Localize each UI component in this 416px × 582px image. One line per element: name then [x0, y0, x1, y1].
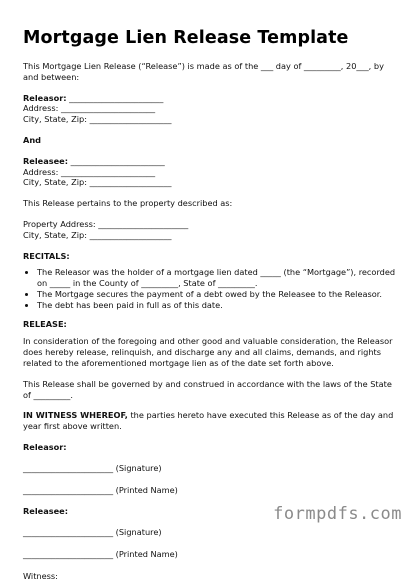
releasor-city-state-zip: City, State, Zip: ____________________: [23, 114, 172, 125]
release-heading: RELEASE:: [23, 318, 67, 329]
signature-releasee-heading: Releasee:: [23, 506, 68, 517]
releasor-printed-name-line: ______________________ (Printed Name): [23, 484, 178, 495]
document-page: [23, 28, 398, 582]
releasee-signature-line: ______________________ (Signature): [23, 527, 162, 538]
governing-law-paragraph: This Release shall be governed by and construed in accordance with the laws of the State of _________.: [23, 378, 392, 400]
signature-releasor-heading: Releasor:: [23, 441, 67, 452]
releasee-name-blank: _______________________: [68, 155, 165, 166]
witness-label: Witness:: [23, 570, 58, 581]
recital-item: • The debt has been paid in full as of this date.: [37, 300, 398, 311]
document-title: Mortgage Lien Release Template: [23, 28, 349, 48]
releasee-block: [23, 156, 398, 188]
releasor-name-blank: _______________________: [66, 92, 164, 103]
releasor-block: [23, 93, 398, 125]
releasee-city-state-zip: City, State, Zip: ____________________: [23, 177, 172, 188]
release-paragraph: In consideration of the foregoing and other good and valuable consideration, the Releasor does hereby release, relinquish, and discharge any and all claims, demands, and rights related to the aforementioned mortgage lien as of the date set forth above.: [23, 336, 393, 368]
property-intro: This Release pertains to the property described as:: [23, 198, 233, 209]
recitals-heading: RECITALS:: [23, 250, 70, 261]
releasor-address: Address: _______________________: [23, 103, 156, 114]
property-address: Property Address: ______________________: [23, 218, 189, 229]
witness-clause-text: the parties hereto have executed this Release as of the day and year first above written.: [23, 410, 394, 432]
releasee-address: Address: _______________________: [23, 166, 156, 177]
property-block: [23, 219, 398, 241]
intro-paragraph: This Mortgage Lien Release (“Release”) is made as of the ___ day of _________, 20___, by and between:: [23, 61, 384, 82]
watermark: formpdfs.com: [273, 504, 402, 524]
witness-clause: [23, 410, 398, 432]
releasor-label: Releasor:: [23, 92, 67, 103]
witness-clause-bold: IN WITNESS WHEREOF,: [23, 410, 128, 421]
releasee-label: Releasee:: [23, 155, 68, 166]
property-city-state-zip: City, State, Zip: ____________________: [23, 229, 172, 240]
recitals-list: [23, 267, 398, 310]
recital-item: • The Mortgage secures the payment of a debt owed by the Releasee to the Releasor.: [37, 289, 398, 300]
releasee-printed-name-line: ______________________ (Printed Name): [23, 548, 178, 559]
recital-item: • The Releasor was the holder of a mortgage lien dated _____ (the “Mortgage”), recorded on _____ in the County of _________, State of _________.: [37, 267, 398, 289]
releasor-signature-line: ______________________ (Signature): [23, 462, 162, 473]
and-label: And: [23, 134, 42, 145]
